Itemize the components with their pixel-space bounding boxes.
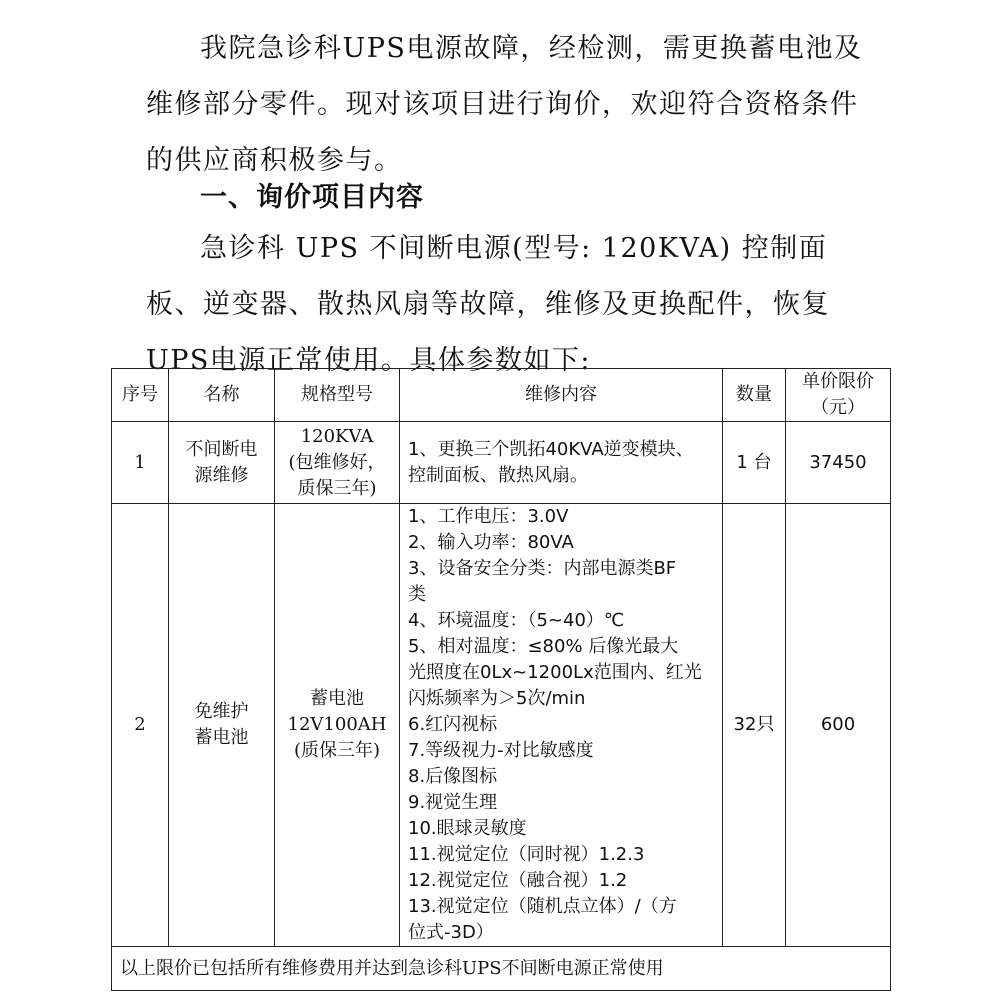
row2-content-line: 3、设备安全分类：内部电源类BF bbox=[408, 558, 677, 579]
row2-content-line: 6.红闪视标 bbox=[408, 714, 498, 735]
row1-name bbox=[169, 422, 275, 504]
row2-content-line: 13.视觉定位（随机点立体）/（方 bbox=[408, 896, 677, 917]
header-price bbox=[786, 369, 891, 422]
row2-content-line: 光照度在0Lx~1200Lx范围内、红光 bbox=[408, 662, 702, 683]
header-spec: 规格型号 bbox=[275, 369, 400, 422]
intro-paragraph: 我院急诊科UPS电源故障，经检测，需更换蓄电池及维修部分零件。现对该项目进行询价，欢迎符合资格条件的供应商积极参与。 bbox=[146, 33, 863, 176]
row2-index: 2 bbox=[112, 504, 169, 947]
row1-content-line1: 1、更换三个凯拓40KVA逆变模块、 bbox=[408, 438, 694, 460]
row2-name-line2: 蓄电池 bbox=[194, 727, 249, 748]
row2-content-line: 闪烁频率为＞5次/min bbox=[408, 688, 586, 709]
row2-spec-line1: 蓄电池 bbox=[310, 688, 364, 709]
table-row bbox=[112, 504, 891, 947]
header-qty: 数量 bbox=[723, 369, 786, 422]
row2-price: 600 bbox=[786, 504, 891, 947]
row1-qty: 1 台 bbox=[723, 422, 786, 504]
row1-content bbox=[400, 422, 723, 504]
table-footer-row bbox=[112, 947, 891, 991]
row1-index: 1 bbox=[112, 422, 169, 504]
table-footer-note: 以上限价已包括所有维修费用并达到急诊科UPS不间断电源正常使用 bbox=[112, 947, 891, 991]
row2-content-line: 12.视觉定位（融合视）1.2 bbox=[408, 870, 628, 891]
row2-content-line: 8.后像图标 bbox=[408, 766, 498, 787]
row2-content-line: 位式-3D） bbox=[408, 922, 494, 943]
header-price-line2: （元） bbox=[811, 397, 865, 418]
row2-content bbox=[400, 504, 723, 947]
row2-content-line: 2、输入功率：80VA bbox=[408, 532, 574, 553]
row2-spec-line2: 12V100AH bbox=[287, 714, 387, 735]
inquiry-table bbox=[111, 368, 891, 991]
table-row bbox=[112, 422, 891, 504]
row2-content-line: 9.视觉生理 bbox=[408, 792, 498, 813]
section-heading: 一、询价项目内容 bbox=[200, 182, 424, 213]
row1-price: 37450 bbox=[786, 422, 891, 504]
row2-content-line: 5、相对温度：≤80% 后像光最大 bbox=[408, 636, 679, 657]
row2-content-line: 4、环境温度：（5~40）℃ bbox=[408, 610, 625, 631]
row2-content-line: 7.等级视力-对比敏感度 bbox=[408, 740, 594, 761]
row1-content-line2: 控制面板、散热风扇。 bbox=[408, 464, 588, 486]
row2-content-line: 10.眼球灵敏度 bbox=[408, 818, 527, 839]
row1-spec-line2: (包维修好， bbox=[288, 451, 386, 473]
row2-name bbox=[169, 504, 275, 947]
row2-spec-line3: (质保三年) bbox=[293, 740, 381, 761]
row1-name-line1: 不间断电 bbox=[185, 438, 258, 460]
row1-spec-line1: 120KVA bbox=[300, 425, 374, 447]
row1-spec-line3: 质保三年) bbox=[297, 477, 377, 499]
row2-qty: 32只 bbox=[723, 504, 786, 947]
table-header-row bbox=[112, 369, 891, 422]
header-price-line1: 单价限价 bbox=[802, 371, 874, 392]
row2-spec bbox=[275, 504, 400, 947]
header-index: 序号 bbox=[112, 369, 169, 422]
row1-name-line2: 源维修 bbox=[194, 464, 249, 486]
project-paragraph: 急诊科 UPS 不间断电源(型号: 120KVA) 控制面板、逆变器、散热风扇等故障，维修及更换配件，恢复UPS电源正常使用。具体参数如下: bbox=[146, 233, 830, 376]
row2-content-line: 1、工作电压：3.0V bbox=[408, 506, 569, 527]
row2-content-line: 11.视觉定位（同时视）1.2.3 bbox=[408, 844, 645, 865]
row2-content-line: 类 bbox=[408, 584, 426, 605]
row2-name-line1: 免维护 bbox=[194, 701, 249, 722]
header-content: 维修内容 bbox=[400, 369, 723, 422]
header-name: 名称 bbox=[169, 369, 275, 422]
row1-spec bbox=[275, 422, 400, 504]
